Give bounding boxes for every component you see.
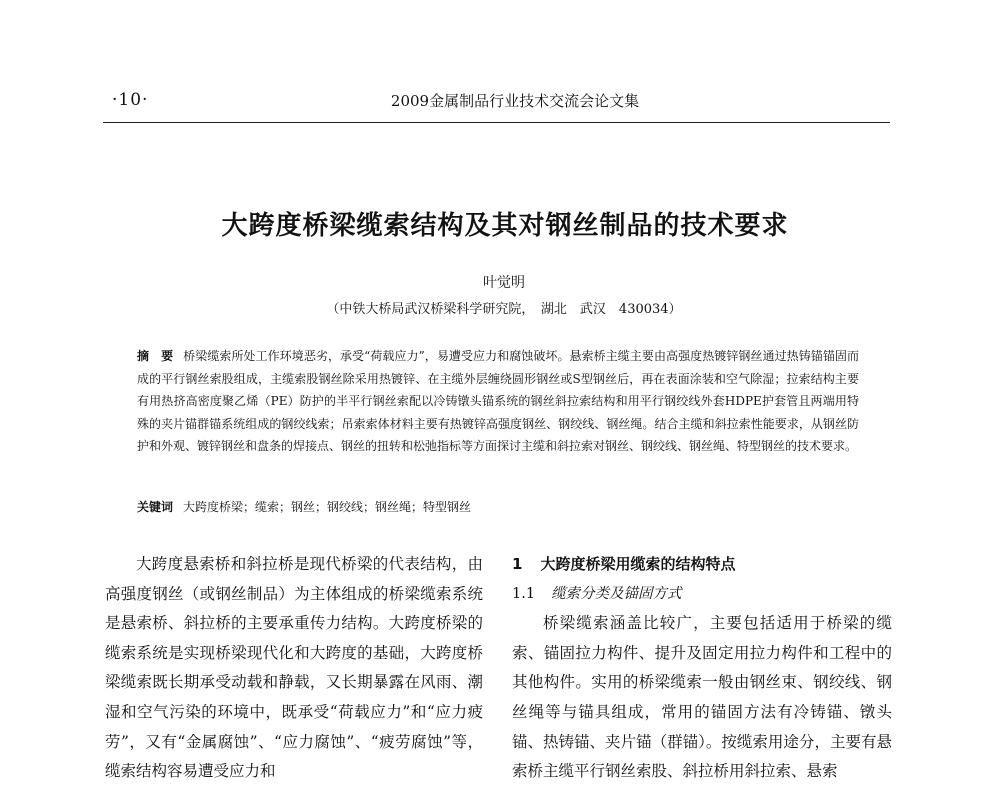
section-number: 1 xyxy=(512,555,523,573)
header-rule xyxy=(103,122,890,123)
left-column-paragraph: 大跨度悬索桥和斜拉桥是现代桥梁的代表结构，由高强度钢丝（或钢丝制品）为主体组成的桥梁缆索系统是悬索桥、斜拉桥的主要承重传力结构。大跨度桥梁的缆索系统是实现桥梁现代化和大跨度的基础，大跨度桥梁缆索既长期承受动载和静载，又长期暴露在风雨、潮湿和空气污染的环境中，既承受“荷载应力”和“应力疲劳”，又有“金属腐蚀”、“应力腐蚀”、“疲劳腐蚀”等，缆索结构容易遭受应力和 xyxy=(105,555,483,781)
page-number: ·10· xyxy=(112,90,149,110)
abstract-text: 桥梁缆索所处工作环境恶劣，承受“荷载应力”，易遭受应力和腐蚀破坏。悬索桥主缆主要由高强度热镀锌钢丝通过热铸锚锚固而成的平行钢丝索股组成，主缆索股钢丝除采用热镀锌、在主缆外层缠绕圆形钢丝或S型钢丝后，再在表面涂装和空气除湿；拉索结构主要有用热挤高密度聚乙烯（PE）防护的半平行钢丝索配以冷铸镦头锚系统的钢丝斜拉索结构和用平行钢绞线外套HDPE护套管且两端用特殊的夹片锚群锚系统组成的钢绞线索；吊索索体材料主要有热镀锌高强度钢丝、钢绞线、钢丝绳。结合主缆和斜拉索性能要求，从钢丝防护和外观、镀锌钢丝和盘条的焊接点、钢丝的扭转和松弛指标等方面探讨主缆和斜拉索对钢丝、钢绞线、钢丝绳、特型钢丝的技术要求。 xyxy=(137,349,859,454)
subsection-number: 1.1 xyxy=(512,585,536,602)
subsection-heading xyxy=(512,580,892,610)
running-title: 2009金属制品行业技术交流会论文集 xyxy=(390,92,640,110)
section-title: 大跨度桥梁用缆索的结构特点 xyxy=(540,555,736,573)
keywords-label: 关键词 xyxy=(137,500,174,514)
keywords xyxy=(137,498,859,515)
section-heading xyxy=(512,550,892,580)
subsection-title: 缆索分类及锚固方式 xyxy=(551,585,682,602)
author: 叶觉明 xyxy=(483,275,525,291)
right-column xyxy=(512,550,892,787)
affiliation: （中铁大桥局武汉桥梁科学研究院， 湖北 武汉 430034） xyxy=(326,302,682,317)
paper-title: 大跨度桥梁缆索结构及其对钢丝制品的技术要求 xyxy=(221,211,789,241)
keywords-text: 大跨度桥梁；缆索；钢丝；钢绞线；钢丝绳；特型钢丝 xyxy=(183,500,472,514)
right-column-paragraph: 桥梁缆索涵盖比较广，主要包括适用于桥梁的缆索、锚固拉力构件、提升及固定用拉力构件和工程中的其他构件。实用的桥梁缆索一般由钢丝束、钢绞线、钢丝绳等与锚具组成，常用的锚固方法有冷铸锚、镦头锚、热铸锚、夹片锚（群锚）。按缆索用途分，主要有悬索桥主缆平行钢丝索股、斜拉桥用斜拉索、悬索 xyxy=(512,614,892,781)
abstract xyxy=(137,345,859,458)
abstract-label: 摘 要 xyxy=(137,349,174,363)
